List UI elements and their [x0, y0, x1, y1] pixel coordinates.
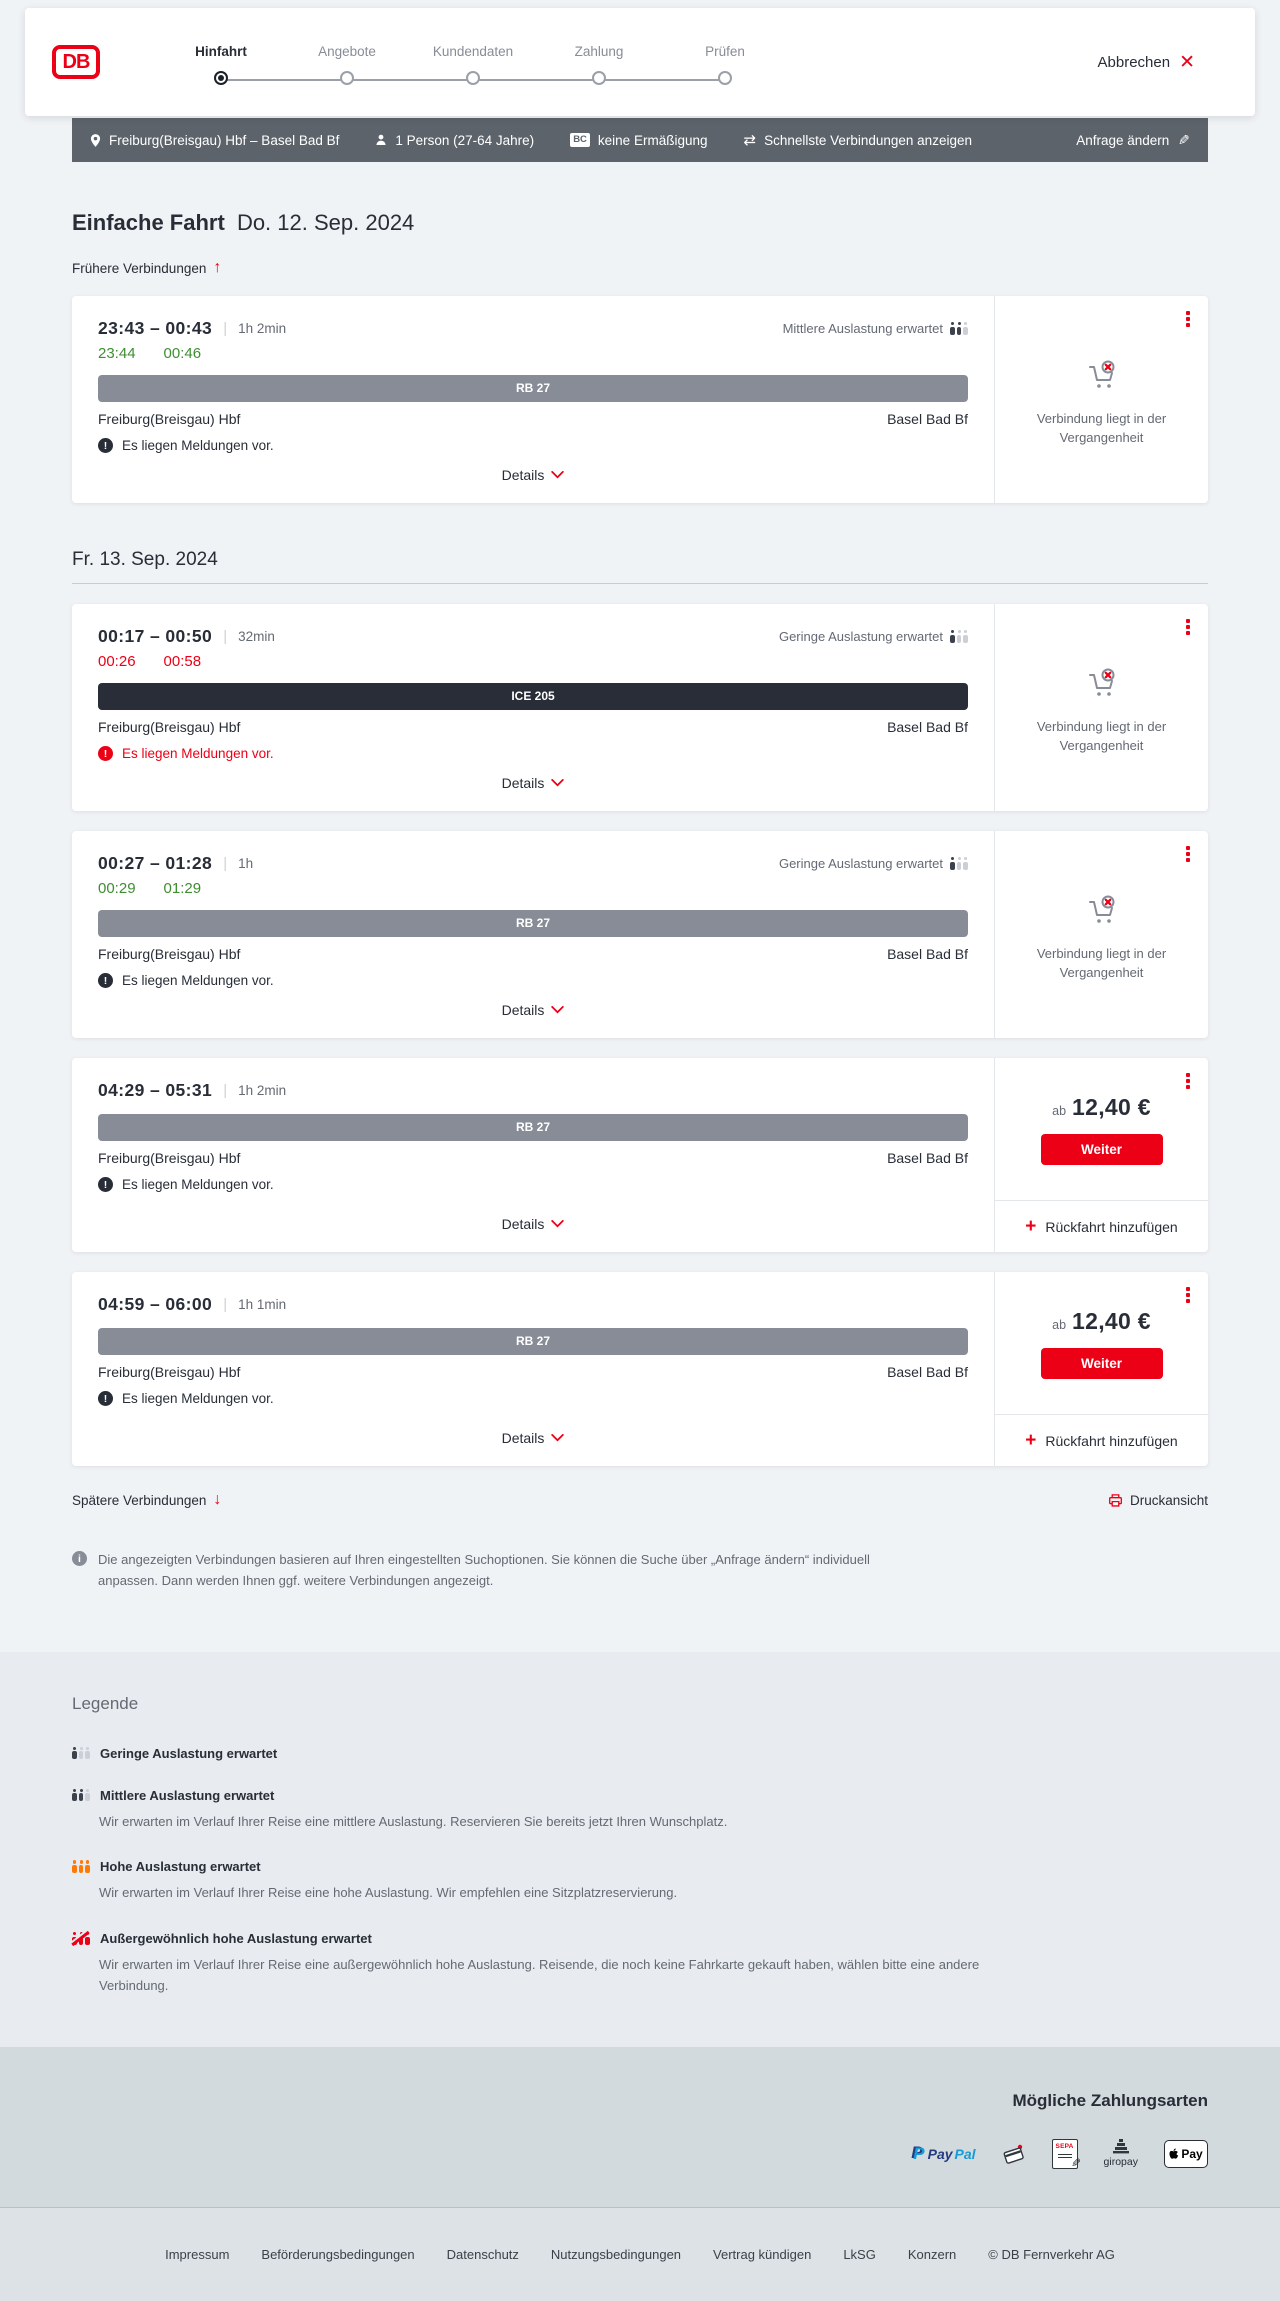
message-notice: ! Es liegen Meldungen vor.: [98, 438, 968, 453]
progress-stepper: [158, 40, 788, 85]
realtime-times: 23:44 00:46: [98, 345, 202, 362]
legend-item-high: Hohe Auslastung erwartet Wir erwarten im Verlauf Ihrer Reise eine hohe Auslastung. Wir empfehlen eine Sitzplatzreservierung.: [72, 1859, 1208, 1904]
connection-card: 23:43 – 00:43 | 1h 2min Mittlere Auslastung erwartet 23:44 00:46 RB 27 Freiburg(Breisgau) Hbf Basel Bad Bf ! Es liegen Meldungen vor. Details Verbindung liegt in der Vergangenheit: [72, 296, 1208, 503]
giropay-icon: giropay: [1104, 2139, 1138, 2168]
step-hinfahrt: Hinfahrt: [158, 44, 284, 85]
occupancy-exceptional-icon: [72, 1932, 90, 1945]
chevron-down-icon: [551, 1006, 564, 1014]
occupancy-indicator: Mittlere Auslastung erwartet: [783, 321, 968, 336]
legend-item-exceptional: Außergewöhnlich hohe Auslastung erwartet Wir erwarten im Verlauf Ihrer Reise eine außergewöhnlich hohe Auslastung. Reisende, die noch keine Fahrkarte gekauft haben, wählen bitte eine andere Verbindung.: [72, 1931, 1208, 1997]
connection-card: 00:27 – 01:28 | 1h Geringe Auslastung erwartet 00:29 01:29 RB 27 Freiburg(Breisgau) Hbf Basel Bad Bf ! Es liegen Meldungen vor. Details Verbindung liegt in der Vergangenheit: [72, 831, 1208, 1038]
connection-card: 04:29 – 05:31 | 1h 2min RB 27 Freiburg(Breisgau) Hbf Basel Bad Bf ! Es liegen Meldungen vor. Details ab 12,40 € Weiter + Rückfahrt hinzufügen: [72, 1058, 1208, 1252]
footer-link-befoerderungsbedingungen[interactable]: Beförderungsbedingungen: [261, 2246, 415, 2262]
price-amount: 12,40 €: [1072, 1307, 1151, 1334]
past-connection-note: Verbindung liegt in der Vergangenheit: [1036, 945, 1167, 980]
payment-section: [0, 2047, 1280, 2208]
details-button[interactable]: Details: [498, 1416, 569, 1454]
journey-date: Do. 12. Sep. 2024: [236, 210, 415, 235]
more-options-button[interactable]: [1184, 1285, 1192, 1305]
exclamation-icon: !: [98, 438, 113, 453]
exclamation-icon: !: [98, 1177, 113, 1192]
legend-section: [0, 1652, 1280, 2047]
search-summary-bar: [72, 118, 1208, 162]
destination-station: Basel Bad Bf: [887, 1364, 968, 1380]
footer-links: [0, 2208, 1280, 2301]
exclamation-icon: !: [98, 973, 113, 988]
info-icon: i: [72, 1551, 87, 1566]
step-zahlung: Zahlung: [536, 44, 662, 85]
bahncard-icon: BC: [570, 133, 590, 147]
origin-station: Freiburg(Breisgau) Hbf: [98, 1150, 241, 1166]
passenger-summary: 1 Person (27-64 Jahre): [375, 133, 534, 148]
details-button[interactable]: Details: [498, 1202, 569, 1240]
details-button[interactable]: Details: [498, 453, 569, 491]
step-circle: [340, 71, 354, 85]
origin-station: Freiburg(Breisgau) Hbf: [98, 1364, 241, 1380]
destination-station: Basel Bad Bf: [887, 1150, 968, 1166]
paypal-icon: P Pay Pal: [913, 2143, 976, 2163]
close-icon: ✕: [1179, 51, 1195, 73]
creditcard-icon: [1002, 2143, 1026, 2165]
train-label-bar: ICE 205: [98, 683, 968, 710]
occupancy-medium-icon: [950, 322, 968, 335]
connection-duration: 1h 1min: [238, 1297, 287, 1312]
results-main: [0, 210, 1280, 1652]
occupancy-low-icon: [72, 1747, 90, 1760]
footer-link-lksg[interactable]: LkSG: [843, 2246, 876, 2262]
details-button[interactable]: Details: [498, 988, 569, 1026]
page-title: Einfache Fahrt Do. 12. Sep. 2024: [72, 210, 415, 235]
destination-station: Basel Bad Bf: [887, 719, 968, 735]
details-button[interactable]: Details: [498, 761, 569, 799]
payment-title: Mögliche Zahlungsarten: [1012, 2090, 1208, 2110]
connection-duration: 1h 2min: [238, 321, 287, 336]
day-heading: Fr. 13. Sep. 2024: [72, 549, 218, 570]
price-amount: 12,40 €: [1072, 1093, 1151, 1120]
occupancy-low-icon: [950, 857, 968, 870]
connection-times: 04:59 – 06:00: [98, 1294, 213, 1314]
legend-item-medium: Mittlere Auslastung erwartet Wir erwarten im Verlauf Ihrer Reise eine mittlere Auslastung. Reservieren Sie bereits jetzt Ihren Wunschplatz.: [72, 1788, 1208, 1833]
occupancy-high-icon: [72, 1860, 90, 1873]
print-view-button[interactable]: Druckansicht: [1108, 1493, 1208, 1508]
past-connection-note: Verbindung liegt in der Vergangenheit: [1036, 718, 1167, 753]
cart-unavailable-icon: [1082, 664, 1122, 704]
message-notice: ! Es liegen Meldungen vor.: [98, 973, 968, 988]
location-pin-icon: [90, 133, 101, 148]
header: [25, 8, 1255, 116]
step-pruefen: Prüfen: [662, 44, 788, 85]
discount-summary: BC keine Ermäßigung: [570, 133, 707, 148]
realtime-times: 00:26 00:58: [98, 653, 202, 670]
legend-item-low: Geringe Auslastung erwartet: [72, 1746, 1208, 1761]
more-options-button[interactable]: [1184, 844, 1192, 864]
cancel-button[interactable]: Abbrechen ✕: [1097, 51, 1195, 73]
train-label-bar: RB 27: [98, 1328, 968, 1355]
chevron-down-icon: [551, 1434, 564, 1442]
occupancy-indicator: Geringe Auslastung erwartet: [779, 856, 968, 871]
step-circle: [466, 71, 480, 85]
later-connections-button[interactable]: Spätere Verbindungen ↓: [72, 1491, 222, 1508]
price-prefix: ab: [1052, 1317, 1067, 1332]
connection-duration: 1h 2min: [238, 1083, 287, 1098]
step-circle: [592, 71, 606, 85]
footer-link-konzern[interactable]: Konzern: [907, 2246, 957, 2262]
continue-button[interactable]: Weiter: [1041, 1134, 1163, 1165]
footer-link-datenschutz[interactable]: Datenschutz: [446, 2246, 519, 2262]
past-connection-box: [995, 831, 1208, 1038]
past-connection-box: [995, 604, 1208, 811]
change-request-button[interactable]: Anfrage ändern ✎: [1076, 131, 1190, 148]
arrow-down-icon: ↓: [213, 1491, 222, 1508]
footer-link-nutzungsbedingungen[interactable]: Nutzungsbedingungen: [550, 2246, 682, 2262]
route-summary: Freiburg(Breisgau) Hbf – Basel Bad Bf: [90, 133, 339, 148]
occupancy-medium-icon: [72, 1789, 90, 1802]
train-label-bar: RB 27: [98, 375, 968, 402]
connection-times: 23:43 – 00:43: [98, 318, 213, 338]
destination-station: Basel Bad Bf: [887, 411, 968, 427]
message-notice: ! Es liegen Meldungen vor.: [98, 1391, 968, 1406]
connection-times: 04:29 – 05:31: [98, 1080, 213, 1100]
connection-times: 00:27 – 01:28: [98, 853, 213, 873]
add-return-button[interactable]: + Rückfahrt hinzufügen: [1025, 1216, 1178, 1237]
earlier-connections-button[interactable]: Frühere Verbindungen ↑: [72, 259, 222, 276]
realtime-times: 00:29 01:29: [98, 880, 202, 897]
connection-card: 00:17 – 00:50 | 32min Geringe Auslastung erwartet 00:26 00:58 ICE 205 Freiburg(Breisgau) Hbf Basel Bad Bf ! Es liegen Meldungen vor. Details Verbindung liegt in der Vergangenheit: [72, 604, 1208, 811]
person-icon: [375, 134, 387, 146]
past-connection-note: Verbindung liegt in der Vergangenheit: [1036, 410, 1167, 445]
db-logo[interactable]: DB: [52, 45, 100, 79]
train-label-bar: RB 27: [98, 910, 968, 937]
connection-duration: 1h: [238, 856, 254, 871]
footer-link-impressum[interactable]: Impressum: [165, 2246, 230, 2262]
step-circle-active: [214, 71, 228, 85]
price-prefix: ab: [1052, 1103, 1067, 1118]
legend-title: Legende: [72, 1693, 139, 1713]
message-notice: ! Es liegen Meldungen vor.: [98, 1177, 968, 1192]
plus-icon: +: [1025, 1430, 1037, 1451]
train-label-bar: RB 27: [98, 1114, 968, 1141]
occupancy-low-icon: [950, 630, 968, 643]
search-options-note: i Die angezeigten Verbindungen basieren auf Ihren eingestellten Suchoptionen. Sie können die Suche über „Anfrage ändern“ individuell anpassen. Dann werden Ihnen ggf. weitere Verbindungen angezeigt.: [72, 1550, 1208, 1652]
chevron-down-icon: [551, 1220, 564, 1228]
step-circle: [718, 71, 732, 85]
price-box: [995, 1058, 1208, 1200]
arrow-up-icon: ↑: [213, 259, 222, 276]
origin-station: Freiburg(Breisgau) Hbf: [98, 946, 241, 962]
past-connection-box: [995, 296, 1208, 503]
chevron-down-icon: [551, 471, 564, 479]
connection-times: 00:17 – 00:50: [98, 626, 213, 646]
more-options-button[interactable]: [1184, 309, 1192, 329]
connection-card: 04:59 – 06:00 | 1h 1min RB 27 Freiburg(Breisgau) Hbf Basel Bad Bf ! Es liegen Meldungen vor. Details ab 12,40 € Weiter + Rückfahrt hinzufügen: [72, 1272, 1208, 1466]
exclamation-icon: !: [98, 1391, 113, 1406]
footer-copyright: © DB Fernverkehr AG: [988, 2246, 1115, 2262]
fastest-connections-toggle[interactable]: ⇄ Schnellste Verbindungen anzeigen: [743, 131, 972, 149]
price-box: [995, 1272, 1208, 1414]
plus-icon: +: [1025, 1216, 1037, 1237]
more-options-button[interactable]: [1184, 1071, 1192, 1091]
more-options-button[interactable]: [1184, 617, 1192, 637]
add-return-button[interactable]: + Rückfahrt hinzufügen: [1025, 1430, 1178, 1451]
origin-station: Freiburg(Breisgau) Hbf: [98, 719, 241, 735]
applepay-icon: Pay: [1164, 2140, 1208, 2168]
connection-duration: 32min: [238, 629, 275, 644]
printer-icon: [1108, 1493, 1123, 1508]
origin-station: Freiburg(Breisgau) Hbf: [98, 411, 241, 427]
cart-unavailable-icon: [1082, 356, 1122, 396]
day-divider: [72, 583, 1208, 584]
cart-unavailable-icon: [1082, 891, 1122, 931]
step-kundendaten: Kundendaten: [410, 44, 536, 85]
footer-link-vertrag-kuendigen[interactable]: Vertrag kündigen: [713, 2246, 812, 2262]
destination-station: Basel Bad Bf: [887, 946, 968, 962]
step-angebote: Angebote: [284, 44, 410, 85]
swap-arrows-icon: ⇄: [743, 131, 757, 149]
continue-button[interactable]: Weiter: [1041, 1348, 1163, 1379]
exclamation-icon: !: [98, 746, 113, 761]
sepa-direct-debit-icon: SEPA ✎: [1052, 2139, 1078, 2169]
chevron-down-icon: [551, 779, 564, 787]
occupancy-indicator: Geringe Auslastung erwartet: [779, 629, 968, 644]
message-notice-alert: ! Es liegen Meldungen vor.: [98, 746, 968, 761]
pencil-icon: ✎: [1178, 131, 1190, 148]
